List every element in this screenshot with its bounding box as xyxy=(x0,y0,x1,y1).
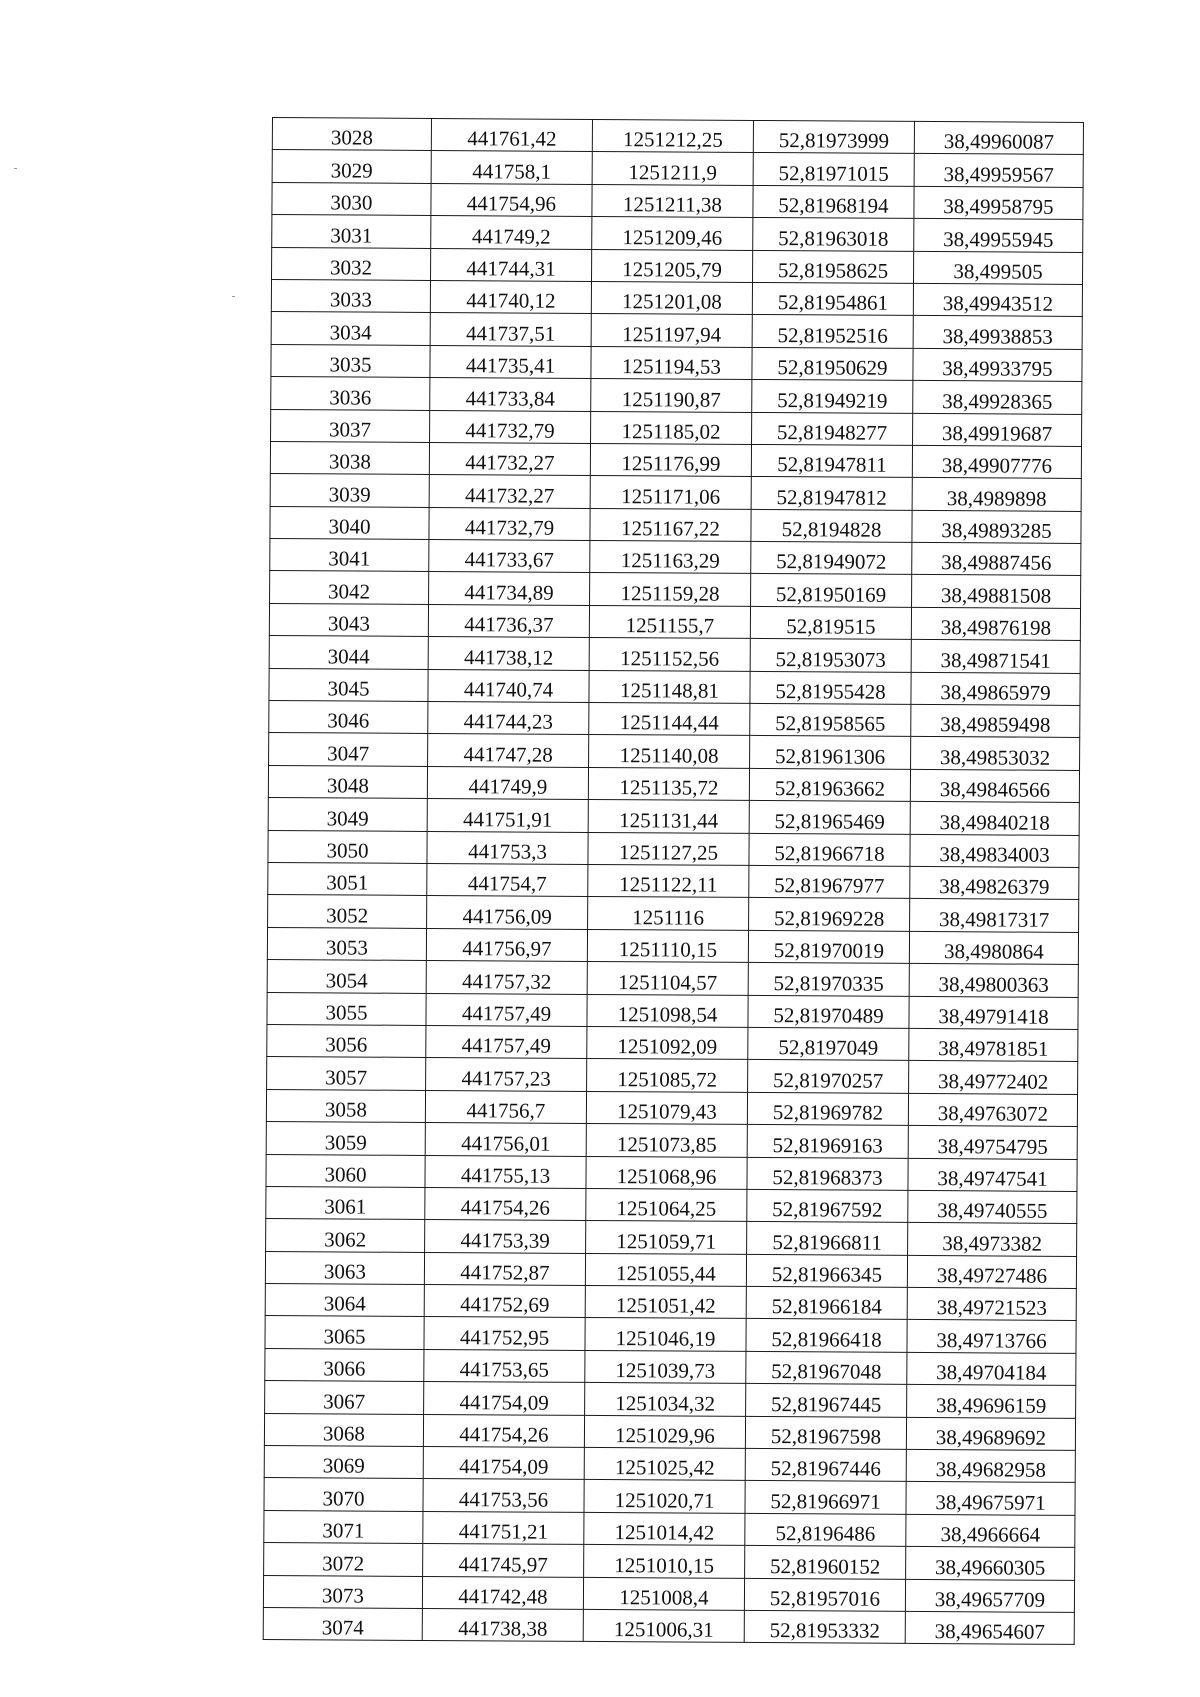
longitude-cell: 38,4966664 xyxy=(906,1514,1075,1547)
y-coordinate-cell: 1251185,02 xyxy=(591,411,752,444)
table-row xyxy=(265,1348,1076,1385)
y-coordinate-cell: 1251064,25 xyxy=(586,1188,747,1221)
x-coordinate-cell: 441733,84 xyxy=(430,378,591,411)
latitude-cell: 52,81970489 xyxy=(748,995,909,1028)
table-row xyxy=(268,830,1079,867)
longitude-cell: 38,49713766 xyxy=(907,1320,1076,1353)
point-number-cell: 3062 xyxy=(266,1219,425,1252)
table-row xyxy=(268,798,1079,835)
x-coordinate-cell: 441740,12 xyxy=(430,280,591,313)
x-coordinate-cell: 441753,39 xyxy=(425,1220,586,1253)
latitude-cell: 52,81957016 xyxy=(744,1578,905,1611)
y-coordinate-cell: 1251197,94 xyxy=(591,314,752,347)
table-row xyxy=(265,1284,1076,1321)
y-coordinate-cell: 1251211,38 xyxy=(592,184,753,217)
y-coordinate-cell: 1251144,44 xyxy=(589,702,750,735)
point-number-cell: 3037 xyxy=(271,409,430,442)
point-number-cell: 3059 xyxy=(266,1122,425,1155)
y-coordinate-cell: 1251010,15 xyxy=(584,1545,745,1578)
longitude-cell: 38,49887456 xyxy=(912,542,1081,575)
longitude-cell: 38,49675971 xyxy=(906,1482,1075,1515)
x-coordinate-cell: 441756,01 xyxy=(425,1123,586,1156)
latitude-cell: 52,81970335 xyxy=(748,963,909,996)
point-number-cell: 3052 xyxy=(268,895,427,928)
longitude-cell: 38,49871541 xyxy=(911,640,1080,673)
x-coordinate-cell: 441754,96 xyxy=(431,183,592,216)
point-number-cell: 3045 xyxy=(269,668,428,701)
point-number-cell: 3032 xyxy=(272,247,431,280)
x-coordinate-cell: 441754,7 xyxy=(427,863,588,896)
y-coordinate-cell: 1251167,22 xyxy=(590,508,751,541)
latitude-cell: 52,81948277 xyxy=(752,412,913,445)
table-row xyxy=(268,862,1079,899)
longitude-cell: 38,49859498 xyxy=(911,704,1080,737)
latitude-cell: 52,81950629 xyxy=(752,347,913,380)
y-coordinate-cell: 1251025,42 xyxy=(584,1447,745,1480)
y-coordinate-cell: 1251205,79 xyxy=(592,249,753,282)
longitude-cell: 38,4973382 xyxy=(908,1223,1077,1256)
longitude-cell: 38,49772402 xyxy=(909,1061,1078,1094)
point-number-cell: 3066 xyxy=(265,1348,424,1381)
longitude-cell: 38,49846566 xyxy=(910,769,1079,802)
y-coordinate-cell: 1251176,99 xyxy=(590,443,751,476)
x-coordinate-cell: 441755,13 xyxy=(425,1155,586,1188)
point-number-cell: 3073 xyxy=(263,1575,422,1608)
latitude-cell: 52,81966418 xyxy=(746,1319,907,1352)
x-coordinate-cell: 441742,48 xyxy=(422,1576,583,1609)
point-number-cell: 3053 xyxy=(267,927,426,960)
longitude-cell: 38,4989898 xyxy=(912,478,1081,511)
point-number-cell: 3048 xyxy=(268,765,427,798)
x-coordinate-cell: 441753,65 xyxy=(424,1349,585,1382)
y-coordinate-cell: 1251127,25 xyxy=(588,832,749,865)
x-coordinate-cell: 441751,91 xyxy=(427,799,588,832)
x-coordinate-cell: 441753,56 xyxy=(423,1479,584,1512)
table-row xyxy=(271,279,1082,316)
longitude-cell: 38,49893285 xyxy=(912,510,1081,543)
latitude-cell: 52,81961306 xyxy=(750,736,911,769)
latitude-cell: 52,81967977 xyxy=(749,865,910,898)
point-number-cell: 3030 xyxy=(272,182,431,215)
y-coordinate-cell: 1251159,28 xyxy=(590,573,751,606)
x-coordinate-cell: 441756,7 xyxy=(425,1090,586,1123)
longitude-cell: 38,49840218 xyxy=(910,802,1079,835)
table-row xyxy=(267,1024,1078,1061)
x-coordinate-cell: 441757,23 xyxy=(426,1058,587,1091)
point-number-cell: 3039 xyxy=(270,474,429,507)
point-number-cell: 3072 xyxy=(264,1543,423,1576)
x-coordinate-cell: 441732,27 xyxy=(429,475,590,508)
y-coordinate-cell: 1251008,4 xyxy=(583,1577,744,1610)
point-number-cell: 3035 xyxy=(271,344,430,377)
x-coordinate-cell: 441761,42 xyxy=(431,118,592,151)
y-coordinate-cell: 1251163,29 xyxy=(590,541,751,574)
x-coordinate-cell: 441732,79 xyxy=(429,507,590,540)
y-coordinate-cell: 1251039,73 xyxy=(585,1350,746,1383)
latitude-cell: 52,81949072 xyxy=(751,542,912,575)
table-row xyxy=(265,1381,1076,1418)
x-coordinate-cell: 441751,21 xyxy=(423,1511,584,1544)
y-coordinate-cell: 1251116 xyxy=(588,897,749,930)
point-number-cell: 3029 xyxy=(272,150,431,183)
y-coordinate-cell: 1251171,06 xyxy=(590,476,751,509)
latitude-cell: 52,81958625 xyxy=(752,250,913,283)
table-row xyxy=(271,344,1082,381)
y-coordinate-cell: 1251211,9 xyxy=(592,152,753,185)
table-row xyxy=(272,215,1083,252)
latitude-cell: 52,81953332 xyxy=(744,1610,905,1643)
longitude-cell: 38,49817317 xyxy=(910,899,1079,932)
longitude-cell: 38,49781851 xyxy=(909,1028,1078,1061)
longitude-cell: 38,49958795 xyxy=(914,186,1083,219)
y-coordinate-cell: 1251201,08 xyxy=(591,281,752,314)
latitude-cell: 52,81969228 xyxy=(749,898,910,931)
table-row xyxy=(264,1543,1075,1580)
table-row xyxy=(266,1122,1077,1159)
latitude-cell: 52,81966811 xyxy=(747,1222,908,1255)
y-coordinate-cell: 1251098,54 xyxy=(587,994,748,1027)
latitude-cell: 52,81967592 xyxy=(747,1189,908,1222)
y-coordinate-cell: 1251059,71 xyxy=(586,1221,747,1254)
longitude-cell: 38,49754795 xyxy=(908,1126,1077,1159)
y-coordinate-cell: 1251051,42 xyxy=(585,1285,746,1318)
table-row xyxy=(265,1251,1076,1288)
latitude-cell: 52,8194828 xyxy=(751,509,912,542)
table-row xyxy=(267,1057,1078,1094)
table-row xyxy=(269,733,1080,770)
latitude-cell: 52,8197049 xyxy=(748,1027,909,1060)
scan-speck xyxy=(14,168,17,169)
point-number-cell: 3028 xyxy=(272,118,431,151)
x-coordinate-cell: 441732,27 xyxy=(429,442,590,475)
x-coordinate-cell: 441740,74 xyxy=(428,669,589,702)
point-number-cell: 3058 xyxy=(266,1089,425,1122)
y-coordinate-cell: 1251020,71 xyxy=(584,1480,745,1513)
longitude-cell: 38,49907776 xyxy=(912,445,1081,478)
x-coordinate-cell: 441745,97 xyxy=(423,1544,584,1577)
point-number-cell: 3056 xyxy=(267,1024,426,1057)
table-row xyxy=(270,539,1081,576)
y-coordinate-cell: 1251148,81 xyxy=(589,670,750,703)
y-coordinate-cell: 1251034,32 xyxy=(585,1383,746,1416)
y-coordinate-cell: 1251135,72 xyxy=(588,767,749,800)
y-coordinate-cell: 1251079,43 xyxy=(586,1091,747,1124)
y-coordinate-cell: 1251092,09 xyxy=(587,1026,748,1059)
point-number-cell: 3040 xyxy=(270,506,429,539)
point-number-cell: 3061 xyxy=(266,1186,425,1219)
x-coordinate-cell: 441747,28 xyxy=(428,734,589,767)
latitude-cell: 52,81967445 xyxy=(746,1384,907,1417)
x-coordinate-cell: 441757,49 xyxy=(426,993,587,1026)
table-row xyxy=(271,312,1082,349)
table-row xyxy=(264,1510,1075,1547)
longitude-cell: 38,49959567 xyxy=(914,154,1083,187)
longitude-cell: 38,49853032 xyxy=(911,737,1080,770)
longitude-cell: 38,49682958 xyxy=(906,1449,1075,1482)
y-coordinate-cell: 1251068,96 xyxy=(586,1156,747,1189)
x-coordinate-cell: 441756,09 xyxy=(427,896,588,929)
y-coordinate-cell: 1251152,56 xyxy=(589,638,750,671)
point-number-cell: 3044 xyxy=(269,636,428,669)
latitude-cell: 52,81953073 xyxy=(750,639,911,672)
longitude-cell: 38,49865979 xyxy=(911,672,1080,705)
table-row xyxy=(270,571,1081,608)
latitude-cell: 52,81966971 xyxy=(745,1481,906,1514)
x-coordinate-cell: 441756,97 xyxy=(426,928,587,961)
point-number-cell: 3069 xyxy=(264,1445,423,1478)
longitude-cell: 38,49660305 xyxy=(906,1547,1075,1580)
longitude-cell: 38,49800363 xyxy=(909,964,1078,997)
latitude-cell: 52,81968373 xyxy=(747,1157,908,1190)
latitude-cell: 52,81958565 xyxy=(750,703,911,736)
point-number-cell: 3057 xyxy=(267,1057,426,1090)
point-number-cell: 3033 xyxy=(271,279,430,312)
point-number-cell: 3070 xyxy=(264,1478,423,1511)
y-coordinate-cell: 1251014,42 xyxy=(584,1512,745,1545)
x-coordinate-cell: 441757,49 xyxy=(426,1025,587,1058)
latitude-cell: 52,81966184 xyxy=(746,1286,907,1319)
longitude-cell: 38,49740555 xyxy=(908,1190,1077,1223)
latitude-cell: 52,81969163 xyxy=(747,1125,908,1158)
latitude-cell: 52,81955428 xyxy=(750,671,911,704)
latitude-cell: 52,81970019 xyxy=(748,930,909,963)
x-coordinate-cell: 441734,89 xyxy=(429,572,590,605)
x-coordinate-cell: 441736,37 xyxy=(428,604,589,637)
longitude-cell: 38,49826379 xyxy=(910,866,1079,899)
latitude-cell: 52,81967598 xyxy=(745,1416,906,1449)
latitude-cell: 52,8196486 xyxy=(745,1513,906,1546)
table-row xyxy=(271,377,1082,414)
longitude-cell: 38,499505 xyxy=(913,251,1082,284)
y-coordinate-cell: 1251006,31 xyxy=(583,1609,744,1642)
table-row xyxy=(264,1478,1075,1515)
latitude-cell: 52,81949219 xyxy=(752,380,913,413)
point-number-cell: 3054 xyxy=(267,960,426,993)
longitude-cell: 38,49938853 xyxy=(913,316,1082,349)
longitude-cell: 38,49654607 xyxy=(905,1611,1074,1644)
table-row xyxy=(272,118,1083,155)
x-coordinate-cell: 441737,51 xyxy=(430,313,591,346)
longitude-cell: 38,49704184 xyxy=(907,1352,1076,1385)
latitude-cell: 52,81952516 xyxy=(752,315,913,348)
table-row xyxy=(270,474,1081,511)
latitude-cell: 52,81971015 xyxy=(753,153,914,186)
scan-speck xyxy=(232,296,235,297)
longitude-cell: 38,4980864 xyxy=(909,931,1078,964)
table-row xyxy=(267,992,1078,1029)
longitude-cell: 38,49657709 xyxy=(905,1579,1074,1612)
table-row xyxy=(272,247,1083,284)
latitude-cell: 52,819515 xyxy=(750,606,911,639)
latitude-cell: 52,81947811 xyxy=(751,444,912,477)
latitude-cell: 52,81954861 xyxy=(752,282,913,315)
x-coordinate-cell: 441749,9 xyxy=(427,766,588,799)
latitude-cell: 52,81963018 xyxy=(753,218,914,251)
table-row xyxy=(266,1219,1077,1256)
longitude-cell: 38,49727486 xyxy=(907,1255,1076,1288)
x-coordinate-cell: 441757,32 xyxy=(426,961,587,994)
longitude-cell: 38,49763072 xyxy=(908,1093,1077,1126)
table-row xyxy=(263,1607,1074,1644)
x-coordinate-cell: 441744,23 xyxy=(428,701,589,734)
y-coordinate-cell: 1251131,44 xyxy=(588,800,749,833)
longitude-cell: 38,49881508 xyxy=(912,575,1081,608)
point-number-cell: 3063 xyxy=(265,1251,424,1284)
coordinates-table-body xyxy=(263,118,1083,1645)
point-number-cell: 3067 xyxy=(265,1381,424,1414)
latitude-cell: 52,81947812 xyxy=(751,477,912,510)
x-coordinate-cell: 441752,95 xyxy=(424,1317,585,1350)
x-coordinate-cell: 441752,87 xyxy=(424,1252,585,1285)
longitude-cell: 38,49696159 xyxy=(907,1385,1076,1418)
longitude-cell: 38,49928365 xyxy=(913,381,1082,414)
x-coordinate-cell: 441754,09 xyxy=(424,1382,585,1415)
latitude-cell: 52,81968194 xyxy=(753,185,914,218)
table-row xyxy=(269,603,1080,640)
longitude-cell: 38,49960087 xyxy=(914,121,1083,154)
x-coordinate-cell: 441735,41 xyxy=(430,345,591,378)
y-coordinate-cell: 1251029,96 xyxy=(584,1415,745,1448)
point-number-cell: 3071 xyxy=(264,1510,423,1543)
latitude-cell: 52,81969782 xyxy=(747,1092,908,1125)
y-coordinate-cell: 1251055,44 xyxy=(585,1253,746,1286)
longitude-cell: 38,49955945 xyxy=(914,219,1083,252)
table-row xyxy=(264,1445,1075,1482)
x-coordinate-cell: 441758,1 xyxy=(431,151,592,184)
x-coordinate-cell: 441744,31 xyxy=(431,248,592,281)
point-number-cell: 3051 xyxy=(268,862,427,895)
x-coordinate-cell: 441752,69 xyxy=(424,1285,585,1318)
point-number-cell: 3068 xyxy=(264,1413,423,1446)
point-number-cell: 3064 xyxy=(265,1284,424,1317)
latitude-cell: 52,81950169 xyxy=(751,574,912,607)
longitude-cell: 38,49747541 xyxy=(908,1158,1077,1191)
x-coordinate-cell: 441754,09 xyxy=(423,1446,584,1479)
latitude-cell: 52,81966718 xyxy=(749,833,910,866)
x-coordinate-cell: 441732,79 xyxy=(430,410,591,443)
point-number-cell: 3055 xyxy=(267,992,426,1025)
y-coordinate-cell: 1251046,19 xyxy=(585,1318,746,1351)
latitude-cell: 52,81973999 xyxy=(753,120,914,153)
latitude-cell: 52,81960152 xyxy=(745,1546,906,1579)
point-number-cell: 3050 xyxy=(268,830,427,863)
x-coordinate-cell: 441738,38 xyxy=(422,1608,583,1641)
table-row xyxy=(270,506,1081,543)
point-number-cell: 3046 xyxy=(269,701,428,734)
longitude-cell: 38,49919687 xyxy=(913,413,1082,446)
table-row xyxy=(270,441,1081,478)
longitude-cell: 38,49689692 xyxy=(906,1417,1075,1450)
y-coordinate-cell: 1251190,87 xyxy=(591,379,752,412)
point-number-cell: 3047 xyxy=(269,733,428,766)
latitude-cell: 52,81965469 xyxy=(749,801,910,834)
latitude-cell: 52,81963662 xyxy=(749,768,910,801)
longitude-cell: 38,49721523 xyxy=(907,1287,1076,1320)
x-coordinate-cell: 441738,12 xyxy=(428,637,589,670)
table-row xyxy=(268,895,1079,932)
point-number-cell: 3041 xyxy=(270,539,429,572)
y-coordinate-cell: 1251194,53 xyxy=(591,346,752,379)
y-coordinate-cell: 1251085,72 xyxy=(587,1059,748,1092)
x-coordinate-cell: 441733,67 xyxy=(429,540,590,573)
point-number-cell: 3065 xyxy=(265,1316,424,1349)
y-coordinate-cell: 1251073,85 xyxy=(586,1124,747,1157)
table-row xyxy=(267,960,1078,997)
table-row xyxy=(269,668,1080,705)
table-row xyxy=(269,701,1080,738)
point-number-cell: 3036 xyxy=(271,377,430,410)
table-row xyxy=(264,1413,1075,1450)
longitude-cell: 38,49876198 xyxy=(911,607,1080,640)
point-number-cell: 3049 xyxy=(268,798,427,831)
point-number-cell: 3031 xyxy=(272,215,431,248)
point-number-cell: 3074 xyxy=(263,1607,422,1640)
x-coordinate-cell: 441754,26 xyxy=(423,1414,584,1447)
y-coordinate-cell: 1251140,08 xyxy=(589,735,750,768)
y-coordinate-cell: 1251209,46 xyxy=(592,217,753,250)
point-number-cell: 3038 xyxy=(270,441,429,474)
point-number-cell: 3034 xyxy=(271,312,430,345)
y-coordinate-cell: 1251122,11 xyxy=(588,864,749,897)
latitude-cell: 52,81970257 xyxy=(748,1060,909,1093)
longitude-cell: 38,49933795 xyxy=(913,348,1082,381)
y-coordinate-cell: 1251155,7 xyxy=(589,605,750,638)
table-row xyxy=(268,765,1079,802)
x-coordinate-cell: 441754,26 xyxy=(425,1187,586,1220)
table-row xyxy=(266,1154,1077,1191)
table-row xyxy=(266,1186,1077,1223)
point-number-cell: 3042 xyxy=(270,571,429,604)
coordinates-table xyxy=(263,117,1084,1645)
y-coordinate-cell: 1251104,57 xyxy=(587,962,748,995)
x-coordinate-cell: 441753,3 xyxy=(427,831,588,864)
point-number-cell: 3060 xyxy=(266,1154,425,1187)
latitude-cell: 52,81967446 xyxy=(745,1448,906,1481)
y-coordinate-cell: 1251212,25 xyxy=(592,119,753,152)
table-row xyxy=(272,182,1083,219)
table-row xyxy=(267,927,1078,964)
table-row xyxy=(269,636,1080,673)
table-row xyxy=(271,409,1082,446)
longitude-cell: 38,49834003 xyxy=(910,834,1079,867)
longitude-cell: 38,49943512 xyxy=(913,283,1082,316)
table-row xyxy=(272,150,1083,187)
x-coordinate-cell: 441749,2 xyxy=(431,216,592,249)
latitude-cell: 52,81966345 xyxy=(746,1254,907,1287)
table-row xyxy=(263,1575,1074,1612)
longitude-cell: 38,49791418 xyxy=(909,996,1078,1029)
table-row xyxy=(266,1089,1077,1126)
latitude-cell: 52,81967048 xyxy=(746,1351,907,1384)
table-row xyxy=(265,1316,1076,1353)
y-coordinate-cell: 1251110,15 xyxy=(587,929,748,962)
point-number-cell: 3043 xyxy=(269,603,428,636)
